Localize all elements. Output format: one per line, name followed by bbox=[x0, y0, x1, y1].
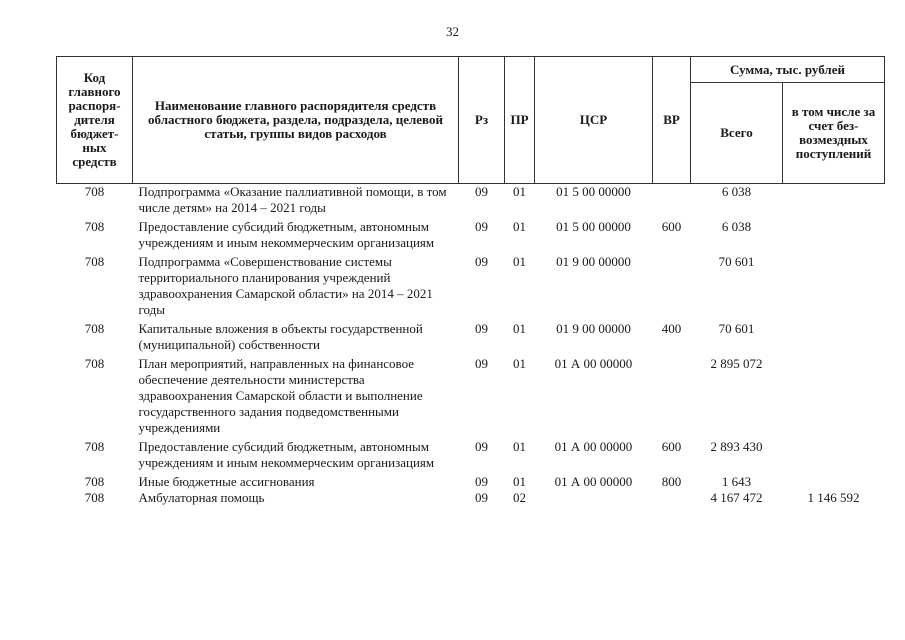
cell-code: 708 bbox=[84, 439, 105, 454]
cell-code: 708 bbox=[84, 356, 105, 371]
cell-rz: 09 bbox=[475, 321, 488, 336]
cell-total: 4 167 472 bbox=[710, 490, 763, 505]
cell-csr: 01 5 00 00000 bbox=[556, 219, 631, 234]
cell-total: 6 038 bbox=[721, 184, 752, 199]
cell-rz: 09 bbox=[475, 254, 488, 269]
cell-vr: 800 bbox=[661, 474, 682, 489]
cell-rz: 09 bbox=[475, 474, 488, 489]
cell-rz: 09 bbox=[475, 219, 488, 234]
cell-vr bbox=[653, 184, 691, 220]
cell-pr: 01 bbox=[513, 254, 526, 269]
cell-csr: 01 А 00 00000 bbox=[554, 439, 633, 454]
cell-vr: 600 bbox=[661, 219, 682, 234]
header-sum-group: Сумма, тыс. рублей bbox=[691, 57, 885, 83]
cell-code: 708 bbox=[84, 474, 105, 489]
cell-pr: 01 bbox=[513, 356, 526, 371]
header-pr: ПР bbox=[505, 57, 535, 184]
cell-free bbox=[783, 184, 885, 220]
cell-code: 708 bbox=[84, 254, 105, 269]
table-body bbox=[57, 184, 885, 507]
table-row bbox=[57, 490, 885, 506]
cell-pr: 01 bbox=[513, 321, 526, 336]
cell-rz: 09 bbox=[475, 184, 488, 199]
cell-free bbox=[783, 356, 885, 439]
header-csr: ЦСР bbox=[535, 57, 653, 184]
header-free: в том числе за счет без- возмездных поступлений bbox=[783, 83, 885, 184]
cell-rz: 09 bbox=[475, 439, 488, 454]
cell-total: 2 893 430 bbox=[710, 439, 763, 454]
cell-code: 708 bbox=[84, 490, 105, 505]
cell-code: 708 bbox=[84, 321, 105, 336]
header-vr: ВР bbox=[653, 57, 691, 184]
cell-free: 1 146 592 bbox=[807, 490, 860, 505]
cell-vr: 400 bbox=[661, 321, 682, 336]
table-row bbox=[57, 254, 885, 321]
cell-csr bbox=[535, 490, 653, 506]
cell-vr bbox=[653, 490, 691, 506]
cell-csr: 01 5 00 00000 bbox=[556, 184, 631, 199]
cell-code: 708 bbox=[84, 219, 105, 234]
cell-name: Предоставление субсидий бюджетным, автономным учреждениям и иным некоммерческим организациям bbox=[138, 439, 435, 470]
cell-free bbox=[783, 219, 885, 254]
table-row bbox=[57, 439, 885, 474]
cell-name: Капитальные вложения в объекты государственной (муниципальной) собственности bbox=[138, 321, 423, 352]
cell-csr: 01 9 00 00000 bbox=[556, 254, 631, 269]
header-code: Код главного распоря- дителя бюджет- ных средств bbox=[57, 57, 133, 184]
cell-pr: 01 bbox=[513, 439, 526, 454]
cell-vr bbox=[653, 254, 691, 321]
cell-name: Амбулаторная помощь bbox=[138, 490, 265, 505]
cell-name: План мероприятий, направленных на финансовое обеспечение деятельности министерства здравоохранения Самарской области и выполнение государственного задания подведомственными учреждениями bbox=[138, 356, 423, 435]
table-row bbox=[57, 356, 885, 439]
cell-rz: 09 bbox=[475, 356, 488, 371]
cell-total: 2 895 072 bbox=[710, 356, 763, 371]
header-total: Всего bbox=[691, 83, 783, 184]
table-row bbox=[57, 321, 885, 356]
cell-free bbox=[783, 474, 885, 490]
cell-free bbox=[783, 254, 885, 321]
cell-pr: 01 bbox=[513, 219, 526, 234]
table-header bbox=[57, 57, 885, 184]
cell-free bbox=[783, 439, 885, 474]
cell-rz: 09 bbox=[475, 490, 488, 505]
cell-csr: 01 А 00 00000 bbox=[554, 474, 633, 489]
cell-total: 6 038 bbox=[721, 219, 752, 234]
budget-table bbox=[56, 56, 885, 506]
table-row bbox=[57, 474, 885, 490]
page-number: 32 bbox=[446, 24, 459, 39]
cell-pr: 02 bbox=[513, 490, 526, 505]
cell-name: Подпрограмма «Совершенствование системы территориального планирования учреждений здравоохранения Самарской области» на 2014 – 2021 годы bbox=[138, 254, 433, 317]
cell-pr: 01 bbox=[513, 184, 526, 199]
cell-total: 70 601 bbox=[718, 254, 755, 269]
cell-total: 70 601 bbox=[718, 321, 755, 336]
cell-csr: 01 А 00 00000 bbox=[554, 356, 633, 371]
table-row bbox=[57, 184, 885, 220]
table-row bbox=[57, 219, 885, 254]
cell-csr: 01 9 00 00000 bbox=[556, 321, 631, 336]
cell-total: 1 643 bbox=[721, 474, 752, 489]
cell-name: Подпрограмма «Оказание паллиативной помощи, в том числе детям» на 2014 – 2021 годы bbox=[138, 184, 447, 215]
header-name: Наименование главного распорядителя средств областного бюджета, раздела, подраздела, целевой статьи, группы видов расходов bbox=[133, 57, 459, 184]
cell-code: 708 bbox=[84, 184, 105, 199]
cell-free bbox=[783, 321, 885, 356]
cell-name: Иные бюджетные ассигнования bbox=[138, 474, 315, 489]
cell-pr: 01 bbox=[513, 474, 526, 489]
cell-vr bbox=[653, 356, 691, 439]
header-rz: Рз bbox=[459, 57, 505, 184]
cell-name: Предоставление субсидий бюджетным, автономным учреждениям и иным некоммерческим организациям bbox=[138, 219, 435, 250]
cell-vr: 600 bbox=[661, 439, 682, 454]
